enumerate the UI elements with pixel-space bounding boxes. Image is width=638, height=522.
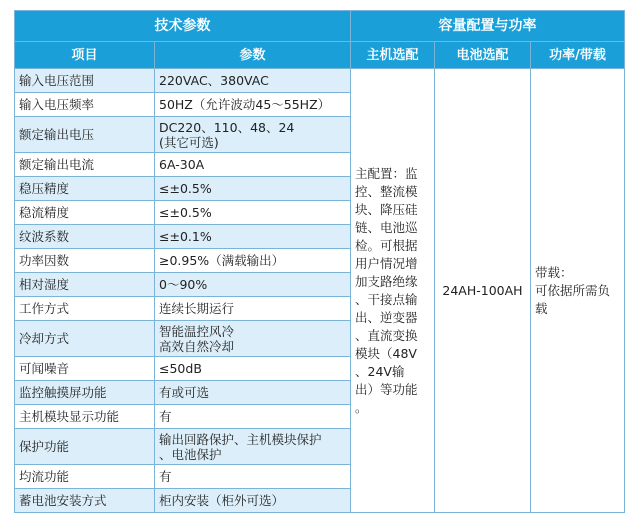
row-item-label: 稳流精度: [15, 201, 155, 225]
row-item-label: 工作方式: [15, 297, 155, 321]
row-item-label: 主机模块显示功能: [15, 405, 155, 429]
row-item-label: 输入电压频率: [15, 93, 155, 117]
row-param-value: 输出回路保护、主机模块保护 、电池保护: [155, 429, 351, 465]
row-param-value: ≤±0.1%: [155, 225, 351, 249]
row-item-label: 可闻噪音: [15, 357, 155, 381]
row-param-value: ≥0.95%（满载输出）: [155, 249, 351, 273]
battery-config-cell: 24AH-100AH: [435, 69, 531, 513]
row-param-value: ≤±0.5%: [155, 201, 351, 225]
row-item-label: 相对湿度: [15, 273, 155, 297]
row-param-value: DC220、110、48、24 (其它可选): [155, 117, 351, 153]
row-item-label: 纹波系数: [15, 225, 155, 249]
spec-table-body: [15, 69, 625, 513]
row-item-label: 输入电压范围: [15, 69, 155, 93]
row-item-label: 稳压精度: [15, 177, 155, 201]
table-row: [15, 69, 625, 93]
row-param-value: 有: [155, 465, 351, 489]
row-param-value: 50HZ（允许波动45～55HZ）: [155, 93, 351, 117]
row-item-label: 额定输出电流: [15, 153, 155, 177]
column-header-host: 主机选配: [351, 42, 435, 69]
section-title-capacity: 容量配置与功率: [351, 11, 625, 42]
row-param-value: ≤±0.5%: [155, 177, 351, 201]
row-param-value: 柜内安装（柜外可选）: [155, 489, 351, 513]
column-header-power: 功率/带载: [531, 42, 625, 69]
spec-table-container: [14, 10, 624, 513]
power-load-cell: 带载： 可依据所需负 载: [531, 69, 625, 513]
column-header-battery: 电池选配: [435, 42, 531, 69]
row-item-label: 监控触摸屏功能: [15, 381, 155, 405]
spec-table: [14, 10, 625, 513]
row-param-value: 连续长期运行: [155, 297, 351, 321]
row-item-label: 保护功能: [15, 429, 155, 465]
row-item-label: 冷却方式: [15, 321, 155, 357]
row-param-value: 0～90%: [155, 273, 351, 297]
row-param-value: ≤50dB: [155, 357, 351, 381]
row-item-label: 功率因数: [15, 249, 155, 273]
row-param-value: 智能温控风冷 高效自然冷却: [155, 321, 351, 357]
row-param-value: 有: [155, 405, 351, 429]
row-item-label: 蓄电池安装方式: [15, 489, 155, 513]
row-param-value: 220VAC、380VAC: [155, 69, 351, 93]
column-header-item: 项目: [15, 42, 155, 69]
row-param-value: 6A-30A: [155, 153, 351, 177]
row-param-value: 有或可选: [155, 381, 351, 405]
row-item-label: 额定输出电压: [15, 117, 155, 153]
column-header-param: 参数: [155, 42, 351, 69]
row-item-label: 均流功能: [15, 465, 155, 489]
host-config-cell: 主配置：监 控、整流模 块、降压硅 链、电池巡 检。可根据 用户情况增 加支路绝缘 、干接点输 出、逆变器 、直流变换 模块（48V 、24V输 出）等功能 。: [351, 69, 435, 513]
section-title-tech: 技术参数: [15, 11, 351, 42]
